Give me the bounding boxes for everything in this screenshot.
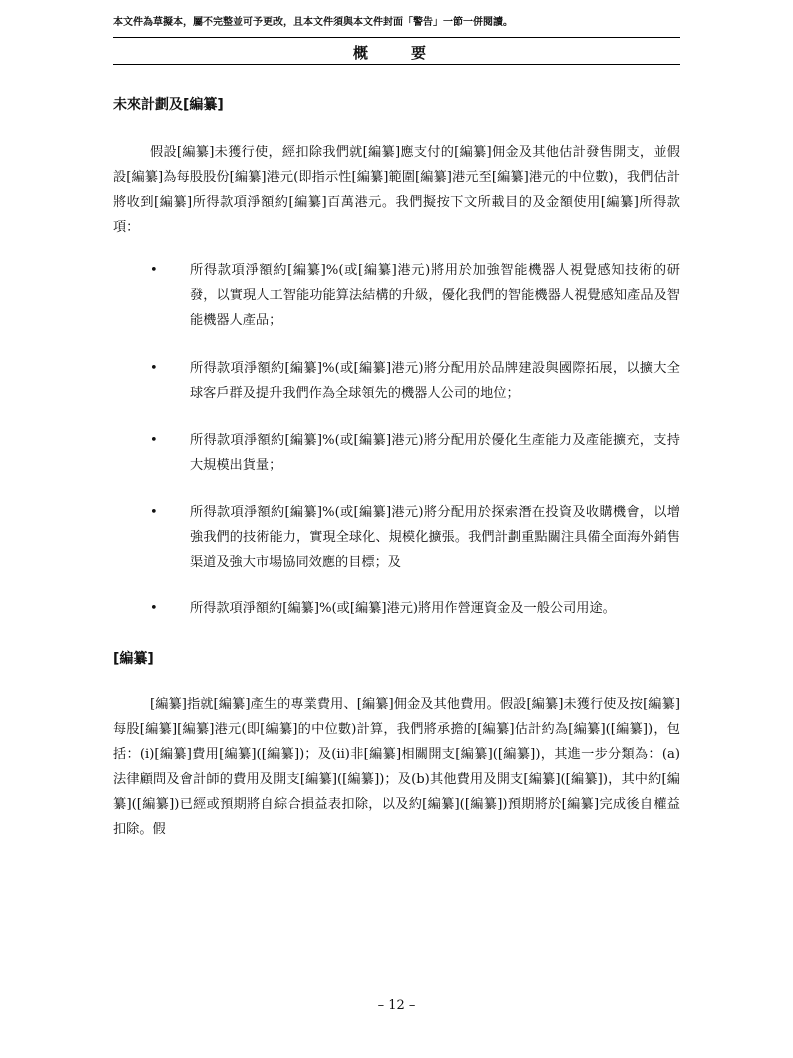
page-title: 概 要 xyxy=(352,44,440,62)
document-page xyxy=(113,0,680,1058)
draft-notice: 本文件為草擬本，屬不完整並可予更改，且本文件須與本文件封面「警告」一節一併閱讀。 xyxy=(113,17,513,28)
list-item-text: 所得款項淨額約[編纂]%(或[編纂]港元)將分配用於優化生產能力及產能擴充，支持大規模出貨量； xyxy=(190,433,680,473)
expenses-paragraph: [編纂]指就[編纂]產生的專業費用、[編纂]佣金及其他費用。假設[編纂]未獲行使及按[編纂]每股[編纂][編纂]港元(即[編纂]的中位數)計算，我們將承擔的[編纂]估計約為[編纂]([編纂])，包括：(i)[編纂]費用[編纂]([編纂])；及(ii)非[編纂]相關開支[編纂]([編纂])，其進一步分類為：(a)法律顧問及會計師的費用及開支[編纂]([編纂])；及(b)其他費用及開支[編纂]([編纂])，其中約[編纂]([編纂])已經或預期將自綜合損益表扣除，以及約[編纂]([編纂])預期將於[編纂]完成後自權益扣除。假 xyxy=(113,697,680,837)
section-heading-future-plans: 未來計劃及[編纂] xyxy=(113,97,224,113)
list-item-text: 所得款項淨額約[編纂]%(或[編纂]港元)將分配用於品牌建設與國際拓展，以擴大全球客戶群及提升我們作為全球領先的機器人公司的地位； xyxy=(190,361,680,401)
bullet-dot: • xyxy=(150,361,158,376)
bullet-dot: • xyxy=(150,601,158,616)
bullet-dot: • xyxy=(150,505,158,520)
list-item-text: 所得款項淨額約[編纂]%(或[編纂]港元)將用作營運資金及一般公司用途。 xyxy=(190,601,616,616)
intro-paragraph: 假設[編纂]未獲行使，經扣除我們就[編纂]應支付的[編纂]佣金及其他估計發售開支，並假設[編纂]為每股股份[編纂]港元(即指示性[編纂]範圍[編纂]港元至[編纂]港元的中位數)，我們估計將收到[編纂]所得款項淨額約[編纂]百萬港元。我們擬按下文所載目的及金額使用[編纂]所得款項： xyxy=(113,145,680,235)
section-heading-redacted: [編纂] xyxy=(113,651,154,667)
bullet-dot: • xyxy=(150,433,158,448)
list-item-text: 所得款項淨額約[編纂]%(或[編纂]港元)將用於加強智能機器人視覺感知技術的研發，以實現人工智能功能算法結構的升級，優化我們的智能機器人視覺感知產品及智能機器人產品； xyxy=(190,263,680,328)
bullet-dot: • xyxy=(150,263,158,278)
header-rule-bottom xyxy=(113,64,680,65)
header-rule-top xyxy=(113,37,680,38)
page-number: – 12 – xyxy=(377,998,416,1013)
list-item-text: 所得款項淨額約[編纂]%(或[編纂]港元)將分配用於探索潛在投資及收購機會，以增強我們的技術能力，實現全球化、規模化擴張。我們計劃重點關注具備全面海外銷售渠道及強大市場協同效應的目標；及 xyxy=(190,505,680,570)
